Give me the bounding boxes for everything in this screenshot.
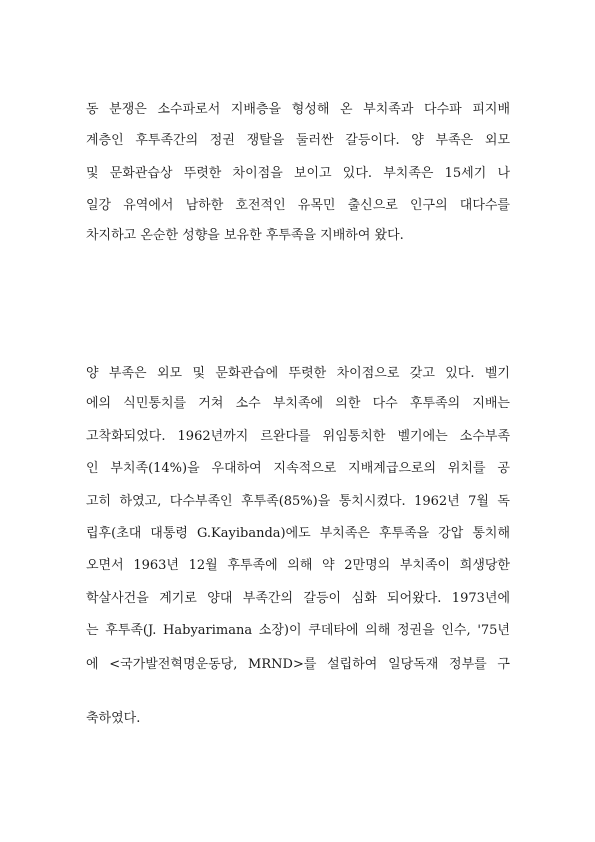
paragraph-line: 에 <국가발전혁명운동당, MRND>를 설립하여 일당독재 정부를 구	[86, 657, 510, 672]
paragraph-line: 계층인 후투족간의 정권 쟁탈을 둘러싼 갈등이다. 양 부족은 외모	[86, 133, 510, 148]
paragraph-line: 학살사건을 계기로 양대 부족간의 갈등이 심화 되어왔다. 1973년에	[86, 591, 510, 606]
paragraph-line: 인 부치족(14%)을 우대하여 지속적으로 지배계급으로의 위치를 공	[86, 461, 510, 476]
paragraph-line: 차지하고 온순한 성향을 보유한 후투족을 지배하여 왔다.	[86, 228, 404, 243]
paragraph-line: 오면서 1963년 12월 후투족에 의해 약 2만명의 부치족이 희생당한	[86, 558, 510, 573]
paragraph-line: 동 분쟁은 소수파로서 지배층을 형성해 온 부치족과 다수파 피지배	[86, 102, 510, 117]
paragraph-line: 에의 식민통치를 거쳐 소수 부치족에 의한 다수 후투족의 지배는	[86, 396, 510, 411]
paragraph-line: 일강 유역에서 남하한 호전적인 유목민 출신으로 인구의 대다수를	[86, 198, 510, 213]
paragraph-line: 는 후투족(J. Habyarimana 소장)이 쿠데타에 의해 정권을 인수, '75년	[86, 623, 510, 638]
paragraph-line: 및 문화관습상 뚜렷한 차이점을 보이고 있다. 부치족은 15세기 나	[86, 166, 510, 181]
paragraph-line: 축하였다.	[86, 711, 141, 726]
paragraph-line: 고히 하였고, 다수부족인 후투족(85%)을 통치시켰다. 1962년 7월 독	[86, 494, 510, 509]
paragraph-line: 양 부족은 외모 및 문화관습에 뚜렷한 차이점으로 갖고 있다. 벨기	[86, 366, 510, 381]
paragraph-line: 립후(초대 대통령 G.Kayibanda)에도 부치족은 후투족을 강압 통치해	[86, 526, 510, 541]
paragraph-line: 고착화되었다. 1962년까지 르완다를 위임통치한 벨기에는 소수부족	[86, 429, 510, 444]
